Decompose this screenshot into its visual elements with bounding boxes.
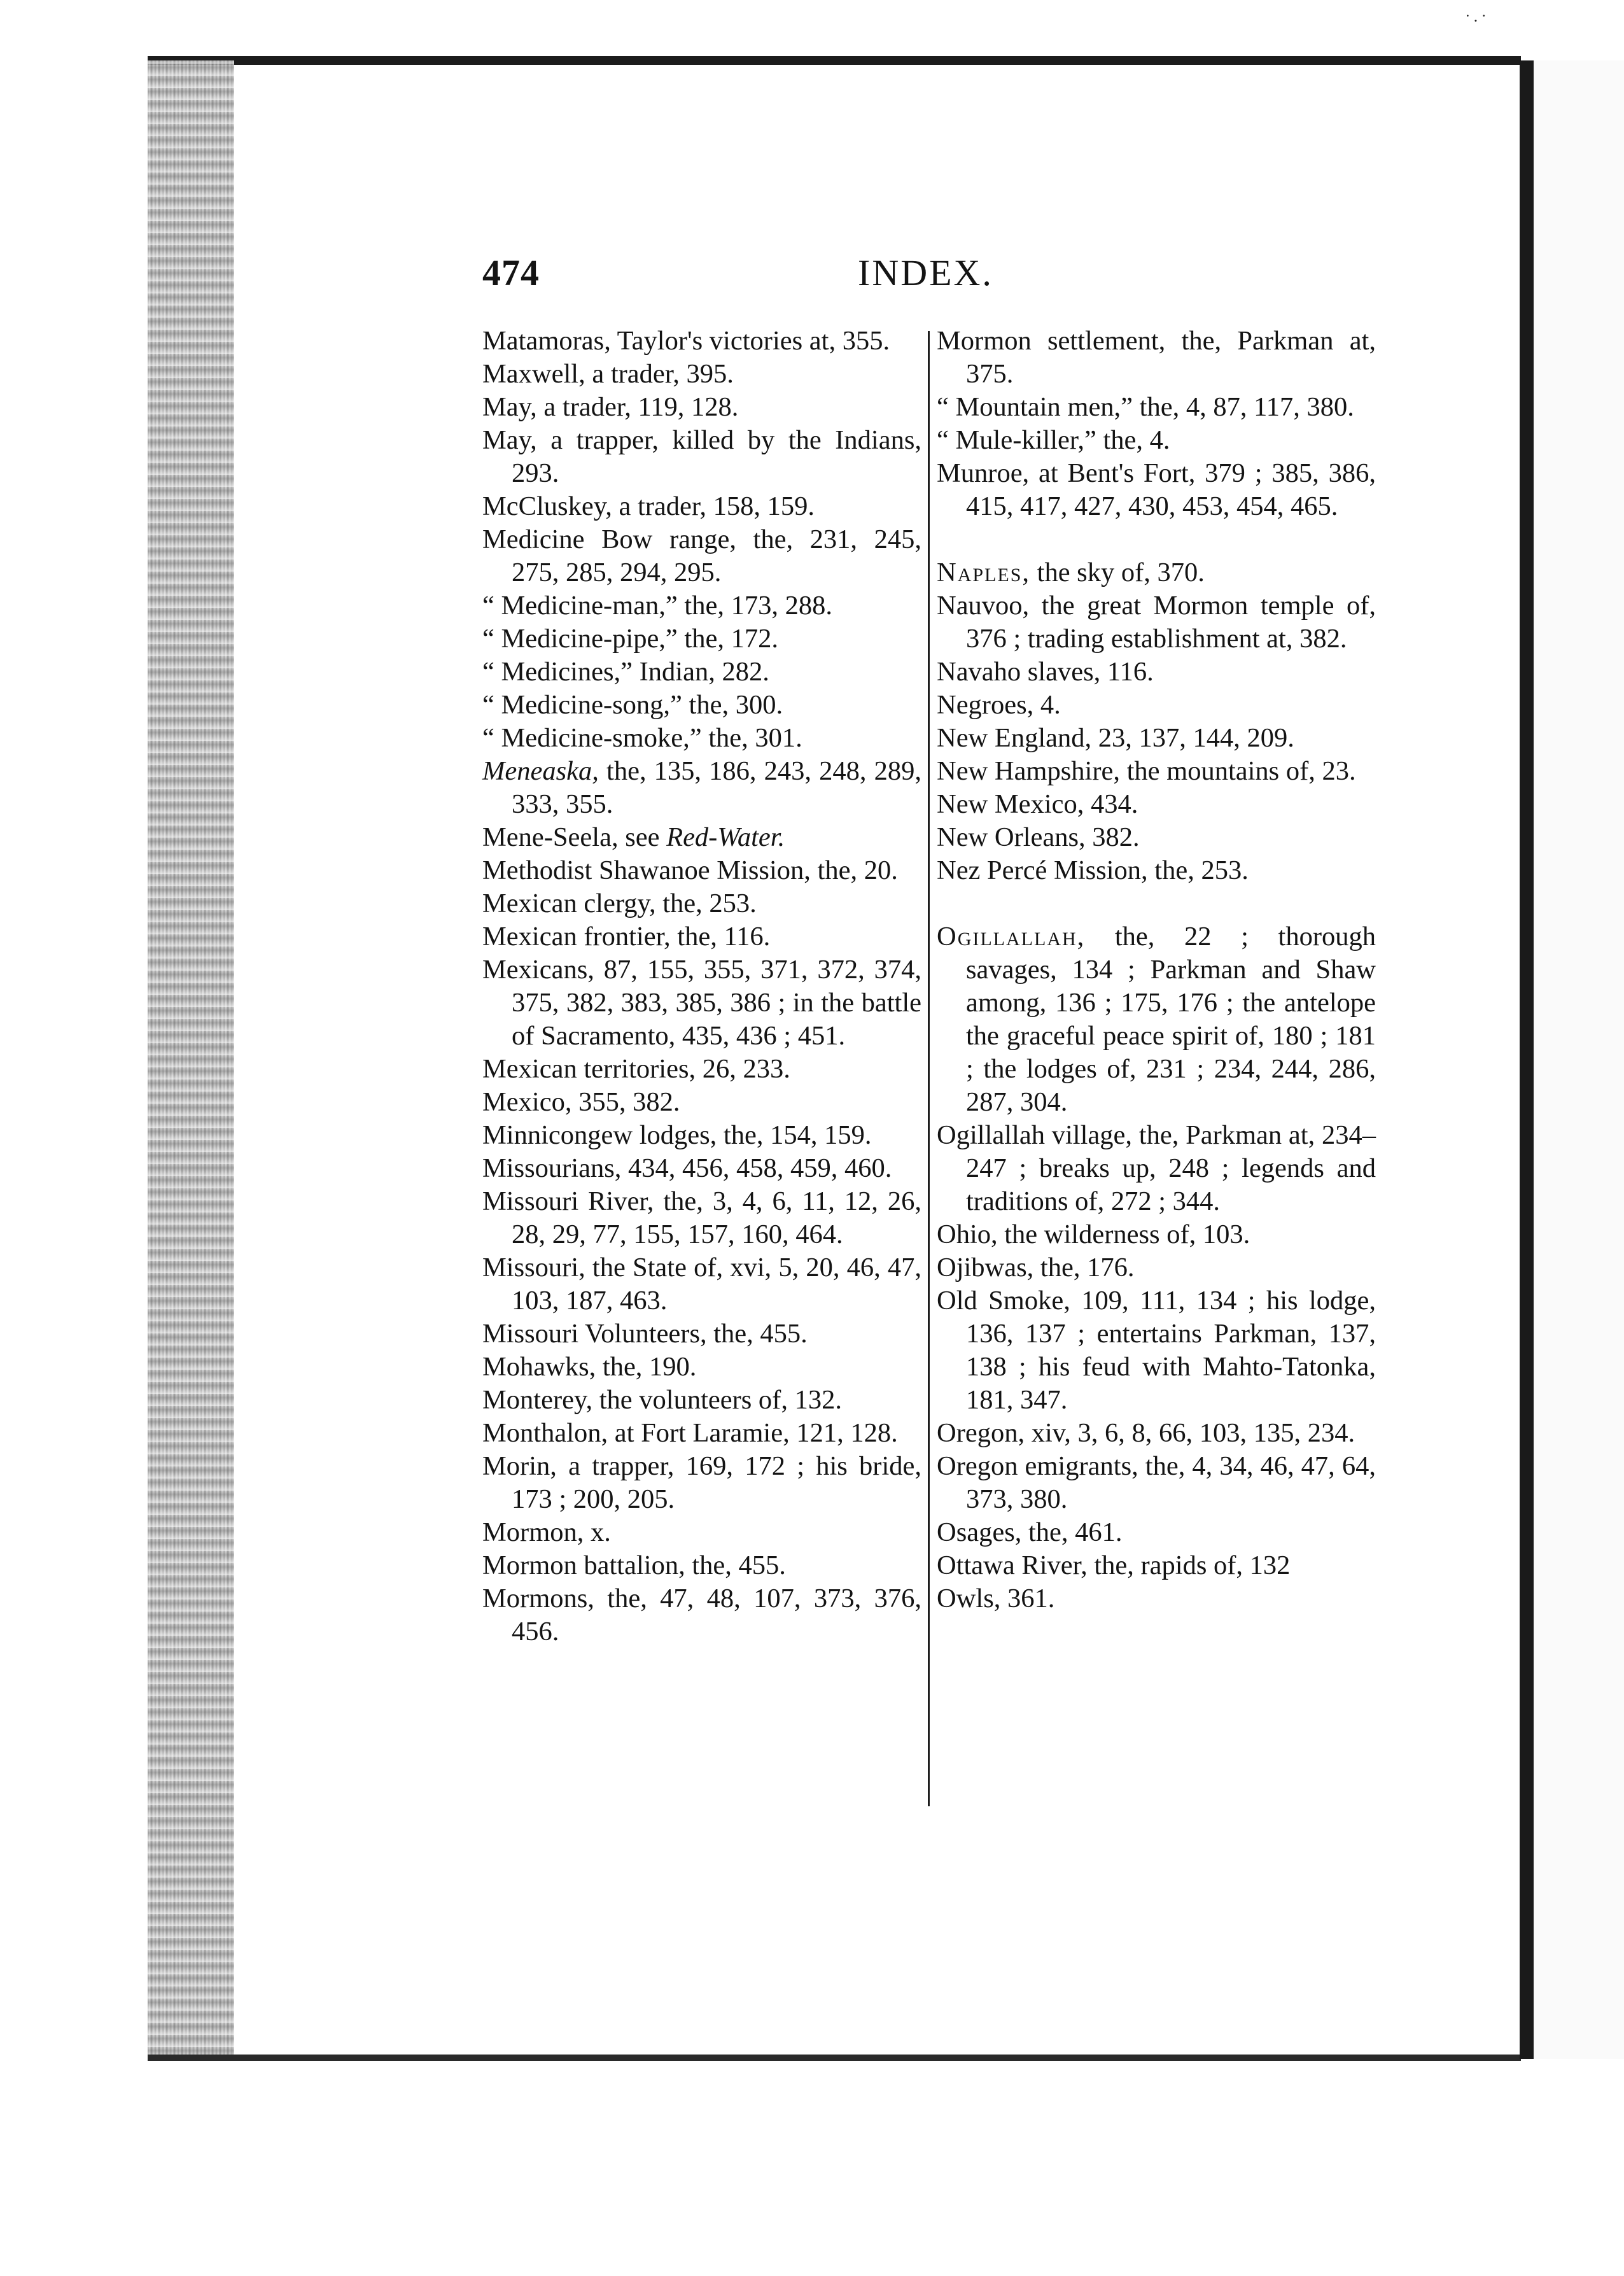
- index-entry: [482, 1516, 921, 1549]
- entry-text: Nauvoo, the great Mormon temple of, 376 ; trading establishment at, 382.: [937, 591, 1376, 654]
- index-entry: [482, 722, 921, 755]
- index-entry: [937, 854, 1376, 887]
- page-bottom-edge: [148, 2055, 1521, 2061]
- entry-text: Osages, the, 461.: [937, 1517, 1123, 1547]
- entry-text: May, a trader, 119, 128.: [482, 392, 739, 422]
- index-entry: [482, 1119, 921, 1152]
- index-entry: [937, 656, 1376, 689]
- entry-text: Navaho slaves, 116.: [937, 657, 1154, 687]
- index-entry: [482, 1152, 921, 1185]
- index-entry: [937, 722, 1376, 755]
- index-entry: [482, 490, 921, 523]
- index-entry: [937, 821, 1376, 854]
- entry-text: “ Medicine-man,” the, 173, 288.: [482, 591, 832, 621]
- entry-text: “ Medicine-smoke,” the, 301.: [482, 723, 802, 753]
- index-entry: [482, 887, 921, 920]
- index-entry: [482, 755, 921, 821]
- entry-text: New Mexico, 434.: [937, 789, 1138, 819]
- entry-text: Morin, a trapper, 169, 172 ; his bride, 173 ; 200, 205.: [482, 1451, 921, 1514]
- index-entry: [482, 325, 921, 358]
- index-entry: [482, 358, 921, 391]
- index-entry: [482, 1317, 921, 1351]
- index-entry: [482, 1417, 921, 1450]
- entry-text: New Orleans, 382.: [937, 822, 1140, 852]
- index-entry: [937, 589, 1376, 656]
- index-entry: [482, 656, 921, 689]
- scan-speck: ˙·˙: [1465, 11, 1489, 30]
- entry-text: Ogillallah village, the, Parkman at, 234–247 ; breaks up, 248 ; legends and traditions of, 272 ; 344.: [937, 1120, 1376, 1216]
- index-entry: [937, 457, 1376, 523]
- entry-text: Mormon battalion, the, 455.: [482, 1550, 786, 1580]
- entry-text: Mexican frontier, the, 116.: [482, 922, 771, 952]
- entry-text: Owls, 361.: [937, 1584, 1055, 1613]
- index-entry: [937, 1450, 1376, 1516]
- entry-text: Missouri Volunteers, the, 455.: [482, 1319, 808, 1349]
- entry-text: Old Smoke, 109, 111, 134 ; his lodge, 136, 137 ; entertains Parkman, 137, 138 ; his feud with Mahto-Tatonka, 181, 347.: [937, 1286, 1376, 1415]
- entry-text: Mene-Seela, see: [482, 822, 667, 852]
- entry-italic: Red-Water.: [666, 822, 785, 852]
- index-entry: [937, 689, 1376, 722]
- facing-page: [1534, 60, 1624, 2059]
- entry-text: Mexico, 355, 382.: [482, 1087, 680, 1117]
- entry-text: Matamoras, Taylor's victories at, 355.: [482, 326, 890, 356]
- entry-text: New England, 23, 137, 144, 209.: [937, 723, 1294, 753]
- entry-text: Negroes, 4.: [937, 690, 1061, 720]
- index-entry: [937, 755, 1376, 788]
- entry-text: Missourians, 434, 456, 458, 459, 460.: [482, 1153, 892, 1183]
- entry-text: New Hampshire, the mountains of, 23.: [937, 756, 1356, 786]
- entry-text: Munroe, at Bent's Fort, 379 ; 385, 386, 415, 417, 427, 430, 453, 454, 465.: [937, 458, 1376, 521]
- index-entry: [482, 1185, 921, 1251]
- index-entry: [482, 1351, 921, 1384]
- entry-text: the, 22 ; thorough savages, 134 ; Parkman and Shaw among, 136 ; 175, 176 ; the antelope the graceful peace spirit of, 180 ; 181 ; the lodges of, 231 ; 234, 244, 286, 287, 304.: [966, 922, 1376, 1117]
- entry-italic: Meneaska,: [482, 756, 599, 786]
- index-entry: [937, 1284, 1376, 1417]
- entry-text: McCluskey, a trader, 158, 159.: [482, 491, 815, 521]
- index-entry: [482, 953, 921, 1053]
- running-head: [482, 251, 1621, 302]
- index-column-left: [482, 325, 921, 1648]
- index-entry: [482, 920, 921, 953]
- index-entry: [937, 1119, 1376, 1218]
- scan-margin: [0, 0, 148, 2276]
- index-entry: [482, 689, 921, 722]
- index-entry: [482, 1086, 921, 1119]
- index-entry: [482, 1251, 921, 1317]
- entry-text: Mormon settlement, the, Parkman at, 375.: [937, 326, 1376, 389]
- book-gutter: [1520, 60, 1534, 2059]
- entry-text: Mormon, x.: [482, 1517, 611, 1547]
- entry-text: Ojibwas, the, 176.: [937, 1253, 1135, 1282]
- entry-text: Oregon, xiv, 3, 6, 8, 66, 103, 135, 234.: [937, 1418, 1355, 1448]
- entry-text: Methodist Shawanoe Mission, the, 20.: [482, 855, 898, 885]
- entry-text: Minnicongew lodges, the, 154, 159.: [482, 1120, 872, 1150]
- entry-text: “ Medicines,” Indian, 282.: [482, 657, 769, 687]
- index-entry: [482, 424, 921, 490]
- entry-text: Missouri River, the, 3, 4, 6, 11, 12, 26, 28, 29, 77, 155, 157, 160, 464.: [482, 1186, 921, 1249]
- index-entry: [937, 1549, 1376, 1582]
- entry-text: Monterey, the volunteers of, 132.: [482, 1385, 842, 1415]
- entry-text: Maxwell, a trader, 395.: [482, 359, 734, 389]
- entry-text: May, a trapper, killed by the Indians, 293.: [482, 425, 921, 488]
- letter-section-gap: [937, 523, 1376, 556]
- entry-text: “ Mule-killer,” the, 4.: [937, 425, 1170, 455]
- index-entry: [937, 391, 1376, 424]
- index-entry: [482, 1384, 921, 1417]
- index-entry: [937, 1251, 1376, 1284]
- index-entry: [937, 1582, 1376, 1615]
- entry-text: Mexican territories, 26, 233.: [482, 1054, 790, 1084]
- entry-text: “ Medicine-song,” the, 300.: [482, 690, 783, 720]
- running-head-title: INDEX.: [858, 252, 993, 293]
- entry-text: Mexicans, 87, 155, 355, 371, 372, 374, 375, 382, 383, 385, 386 ; in the battle of Sacramento, 435, 436 ; 451.: [482, 955, 921, 1051]
- page-top-edge: [148, 56, 1521, 65]
- entry-text: Mexican clergy, the, 253.: [482, 889, 757, 918]
- letter-section-gap: [937, 887, 1376, 920]
- entry-text: Ohio, the wilderness of, 103.: [937, 1219, 1250, 1249]
- index-entry: [937, 1417, 1376, 1450]
- index-entry: [482, 854, 921, 887]
- entry-lead-smallcaps: Ogillallah,: [937, 922, 1086, 952]
- index-entry: [482, 622, 921, 656]
- index-column-right: [937, 325, 1376, 1615]
- entry-text: Nez Percé Mission, the, 253.: [937, 855, 1249, 885]
- index-entry: [937, 1218, 1376, 1251]
- entry-text: the sky of, 370.: [1030, 558, 1205, 587]
- entry-text: Mohawks, the, 190.: [482, 1352, 697, 1382]
- entry-text: “ Mountain men,” the, 4, 87, 117, 380.: [937, 392, 1354, 422]
- index-entry: [482, 1450, 921, 1516]
- entry-lead-smallcaps: Naples,: [937, 558, 1031, 587]
- index-entry: [937, 920, 1376, 1119]
- index-entry: [937, 325, 1376, 391]
- index-entry: [482, 589, 921, 622]
- entry-text: the, 135, 186, 243, 248, 289, 333, 355.: [512, 756, 921, 819]
- index-entry: [482, 523, 921, 589]
- entry-text: Ottawa River, the, rapids of, 132: [937, 1550, 1291, 1580]
- index-entry: [482, 821, 921, 854]
- index-entry: [482, 1053, 921, 1086]
- page-fore-edge-texture: [148, 60, 234, 2059]
- entry-text: Monthalon, at Fort Laramie, 121, 128.: [482, 1418, 898, 1448]
- entry-text: Medicine Bow range, the, 231, 245, 275, 285, 294, 295.: [482, 524, 921, 587]
- entry-text: Oregon emigrants, the, 4, 34, 46, 47, 64, 373, 380.: [937, 1451, 1376, 1514]
- column-divider: [928, 331, 930, 1806]
- index-entry: [482, 391, 921, 424]
- index-entry: [482, 1582, 921, 1648]
- index-entry: [937, 424, 1376, 457]
- index-entry: [937, 1516, 1376, 1549]
- index-entry: [937, 788, 1376, 821]
- index-entry: [482, 1549, 921, 1582]
- index-entry: [937, 556, 1376, 589]
- page-number: 474: [482, 252, 540, 293]
- entry-text: Missouri, the State of, xvi, 5, 20, 46, 47, 103, 187, 463.: [482, 1253, 921, 1316]
- entry-text: Mormons, the, 47, 48, 107, 373, 376, 456.: [482, 1584, 921, 1647]
- entry-text: “ Medicine-pipe,” the, 172.: [482, 624, 778, 654]
